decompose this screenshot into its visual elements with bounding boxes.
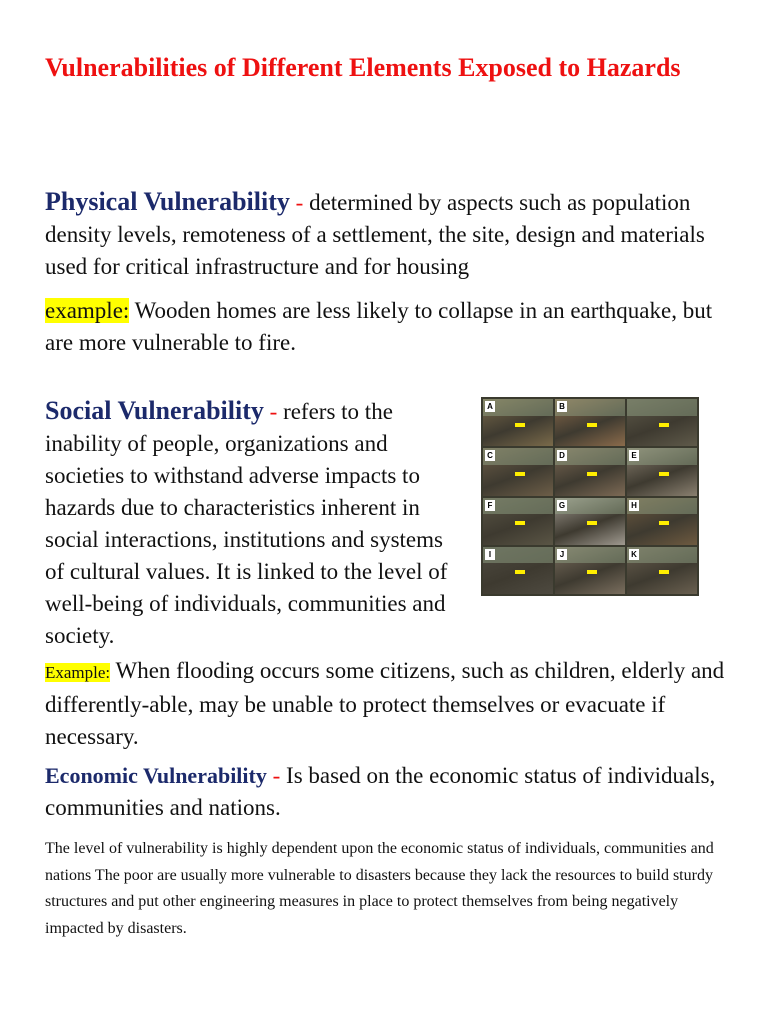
photo-tile (483, 498, 553, 545)
physical-vulnerability-heading: Physical Vulnerability (45, 187, 290, 216)
photo-tile-label: C (485, 450, 495, 461)
photo-tile-label: B (557, 401, 567, 412)
photo-tile (627, 448, 697, 495)
heading-dash: - (295, 190, 304, 215)
heading-dash: - (272, 763, 281, 788)
page-title: Vulnerabilities of Different Elements Exposed to Hazards (45, 53, 681, 82)
photo-marker (659, 570, 669, 574)
photo-marker (515, 423, 525, 427)
photo-tile-label: G (558, 500, 566, 510)
physical-vulnerability-paragraph (45, 186, 735, 283)
photo-tile (483, 399, 553, 446)
photo-tile (555, 498, 625, 545)
photo-tile-label: I (485, 549, 495, 560)
photo-tile (483, 448, 553, 495)
social-vulnerability-heading: Social Vulnerability (45, 396, 264, 425)
photo-tile-label: A (485, 401, 495, 412)
photo-marker (659, 521, 669, 525)
physical-vulnerability-text: determined by aspects such as population density levels, remoteness of a settlement, the site, design and materials used for critical infrastructure and for housing (45, 190, 705, 279)
photo-marker (587, 472, 597, 476)
photo-tile-label: D (557, 450, 567, 461)
photo-marker (515, 570, 525, 574)
economic-vulnerability-paragraph (45, 760, 735, 824)
photo-tile (627, 498, 697, 545)
physical-example-paragraph (45, 295, 735, 359)
photo-tile (555, 547, 625, 594)
photo-tile-label: H (629, 500, 639, 511)
social-example-label: Example: (45, 663, 111, 682)
photo-tile-label: K (629, 549, 639, 560)
social-vulnerability-text: refers to the inability of people, organizations and societies to withstand adverse impacts to hazards due to characteristics inherent in social interactions, institutions and systems of cultural values. It is linked to the level of well-being of individuals, communities and society. (45, 399, 448, 648)
photo-tile-label: E (629, 450, 639, 461)
photo-tile (627, 399, 697, 446)
photo-tile (555, 448, 625, 495)
photo-marker (587, 521, 597, 525)
photo-tile (627, 547, 697, 594)
social-example-text: When flooding occurs some citizens, such as children, elderly and differently-able, may be unable to protect themselves or evacuate if necessary. (45, 658, 725, 749)
photo-tile (483, 547, 553, 594)
disaster-damage-photo-grid (481, 397, 699, 596)
photo-marker (515, 521, 525, 525)
economic-vulnerability-text: Is based on the economic status of individuals, communities and nations. (45, 763, 716, 820)
social-vulnerability-paragraph (45, 395, 465, 652)
social-example-paragraph (45, 655, 735, 753)
photo-marker (587, 423, 597, 427)
physical-example-label: example: (45, 298, 130, 323)
heading-dash: - (269, 399, 278, 424)
physical-example-text: Wooden homes are less likely to collapse in an earthquake, but are more vulnerable to fire. (45, 298, 713, 355)
economic-vulnerability-heading: Economic Vulnerability (45, 763, 267, 788)
photo-marker (587, 570, 597, 574)
photo-marker (515, 472, 525, 476)
photo-marker (659, 472, 669, 476)
photo-tile (555, 399, 625, 446)
photo-marker (659, 423, 669, 427)
photo-detail (627, 399, 697, 416)
economic-detail-paragraph: The level of vulnerability is highly dependent upon the economic status of individuals, communities and nations The poor are usually more vulnerable to disasters because they lack the resources to build sturdy structures and put other engineering measures in place to protect themselves from being negatively impacted by disasters. (45, 840, 714, 937)
photo-tile-label: F (485, 500, 495, 511)
photo-tile-label: J (557, 549, 567, 560)
